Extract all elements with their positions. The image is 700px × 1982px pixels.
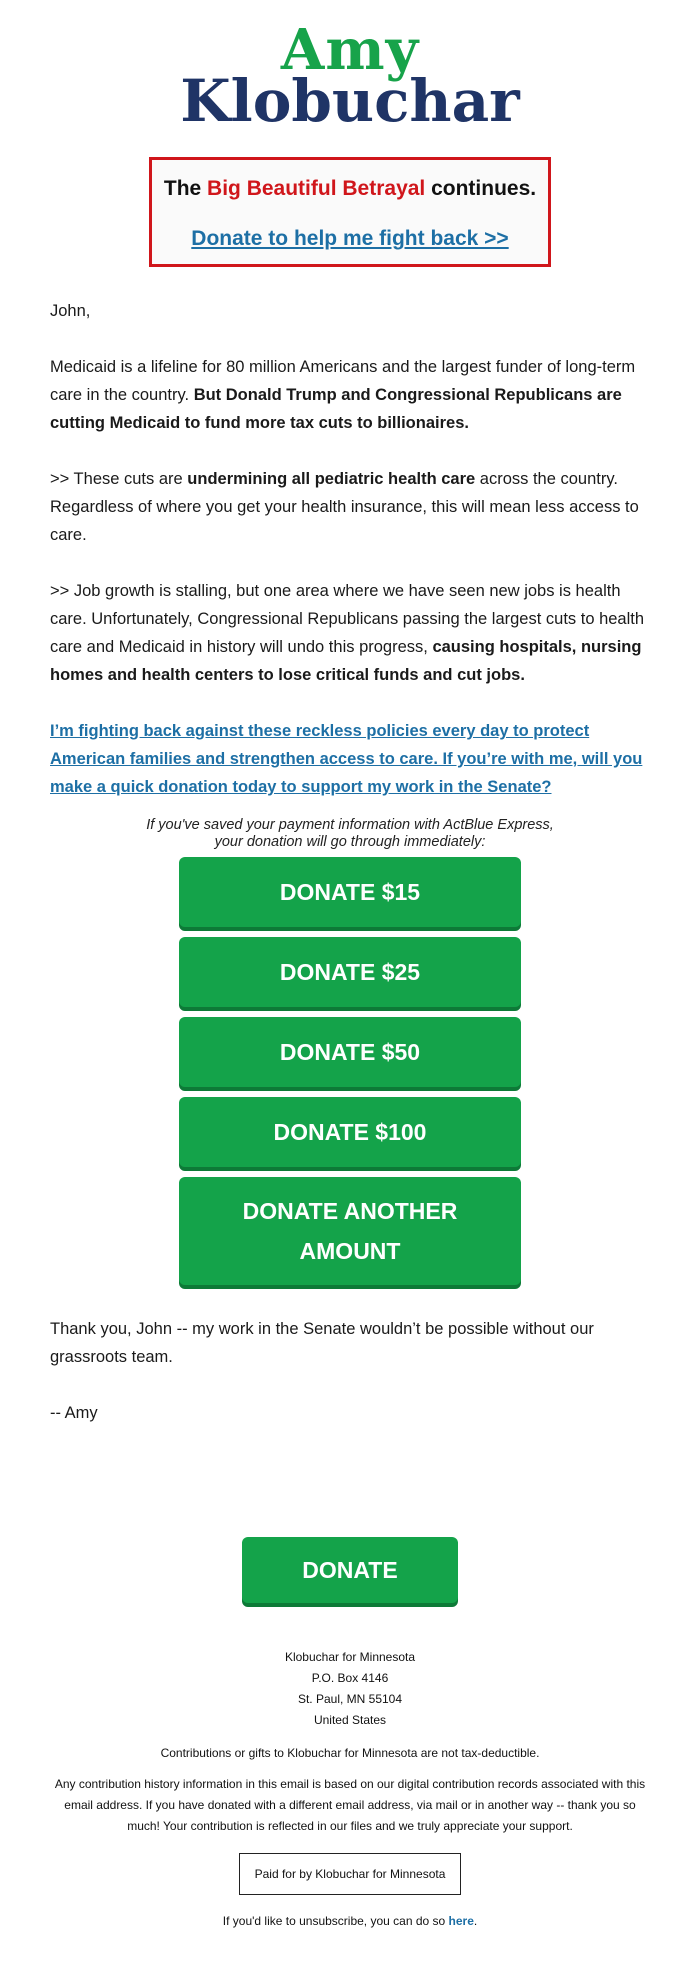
headline-highlight: Big Beautiful Betrayal — [207, 177, 426, 200]
donate-15-button[interactable]: DONATE $15 — [179, 857, 521, 927]
paragraph-medicaid — [50, 353, 650, 437]
p2-pre: >> These cuts are — [50, 470, 188, 488]
logo-last-name: Klobuchar — [180, 67, 520, 135]
p1-bold: But Donald Trump and Congressional Republicans are cutting Medicaid to fund more tax cuts to billionaires. — [50, 386, 622, 432]
banner-headline — [152, 160, 548, 201]
contribution-history-note: Any contribution history information in this email is based on our digital contribution records associated with this email address. If you have donated with a different email address, via mail or in another way -- thank you so much! Your contribution is reflected in our files and we truly appreciate your support. — [54, 1777, 646, 1833]
tax-disclaimer: Contributions or gifts to Klobuchar for Minnesota are not tax-deductible. — [160, 1746, 540, 1760]
paragraph-jobs — [50, 577, 650, 689]
appeal-donate-link[interactable]: I’m fighting back against these reckless policies every day to protect American families and strengthen access to care. If you’re with me, will you make a quick donation today to support my work in the Senate? — [50, 722, 643, 796]
signoff: -- Amy — [50, 1404, 98, 1422]
donate-100-button[interactable]: DONATE $100 — [179, 1097, 521, 1167]
mailing-address — [0, 1647, 700, 1731]
unsubscribe-link[interactable]: here — [448, 1914, 474, 1928]
donate-other-line2: AMOUNT — [299, 1238, 401, 1264]
p3-text: >> Job growth is stalling, but one area where we have seen new jobs is health care. Unfortunately, Congressional Republicans passing the largest cuts to health care and Medicaid in history will undo this progress, — [50, 582, 645, 656]
actblue-express-note — [0, 817, 700, 851]
express-note-line2: your donation will go through immediately: — [214, 834, 486, 850]
greeting: John, — [50, 302, 91, 320]
headline-pre: The — [163, 177, 208, 200]
email-closing — [0, 1315, 700, 1427]
donate-other-amount-button[interactable] — [179, 1177, 521, 1285]
email-footer — [0, 1647, 700, 1932]
p1-text: Medicaid is a lifeline for 80 million Americans and the largest funder of long-term care in the country. — [50, 358, 636, 404]
footer-city: St. Paul, MN 55104 — [297, 1692, 403, 1706]
donate-25-button[interactable]: DONATE $25 — [179, 937, 521, 1007]
paragraph-appeal — [50, 717, 650, 801]
footer-org: Klobuchar for Minnesota — [284, 1650, 416, 1664]
donate-other-line1: DONATE ANOTHER — [242, 1198, 458, 1224]
unsubscribe-line — [0, 1911, 700, 1932]
unsubscribe-pre: If you'd like to unsubscribe, you can do so — [222, 1914, 449, 1928]
paid-for-disclaimer: Paid for by Klobuchar for Minnesota — [239, 1853, 462, 1895]
footer-country: United States — [313, 1713, 387, 1727]
donate-50-button[interactable]: DONATE $50 — [179, 1017, 521, 1087]
email-body — [0, 297, 700, 801]
donate-button-group — [179, 857, 521, 1285]
unsubscribe-post: . — [473, 1914, 478, 1928]
p2-bold: undermining all pediatric health care — [187, 470, 476, 488]
campaign-logo — [0, 0, 700, 135]
banner-donate-link[interactable]: Donate to help me fight back >> — [191, 227, 509, 250]
paragraph-pediatric — [50, 465, 650, 549]
main-donate-button[interactable]: DONATE — [242, 1537, 458, 1603]
headline-post: continues. — [425, 177, 537, 200]
express-note-line1: If you've saved your payment information with ActBlue Express, — [146, 817, 554, 833]
closing-text: Thank you, John -- my work in the Senate wouldn’t be possible without our grassroots team. — [50, 1320, 594, 1366]
logo-first-name: Amy — [280, 17, 420, 83]
footer-po-box: P.O. Box 4146 — [311, 1671, 389, 1685]
headline-banner — [149, 157, 551, 267]
p3-bold: causing hospitals, nursing homes and health centers to lose critical funds and cut jobs. — [50, 638, 642, 684]
p2-post: across the country. Regardless of where you get your health insurance, this will mean less access to care. — [50, 470, 639, 544]
